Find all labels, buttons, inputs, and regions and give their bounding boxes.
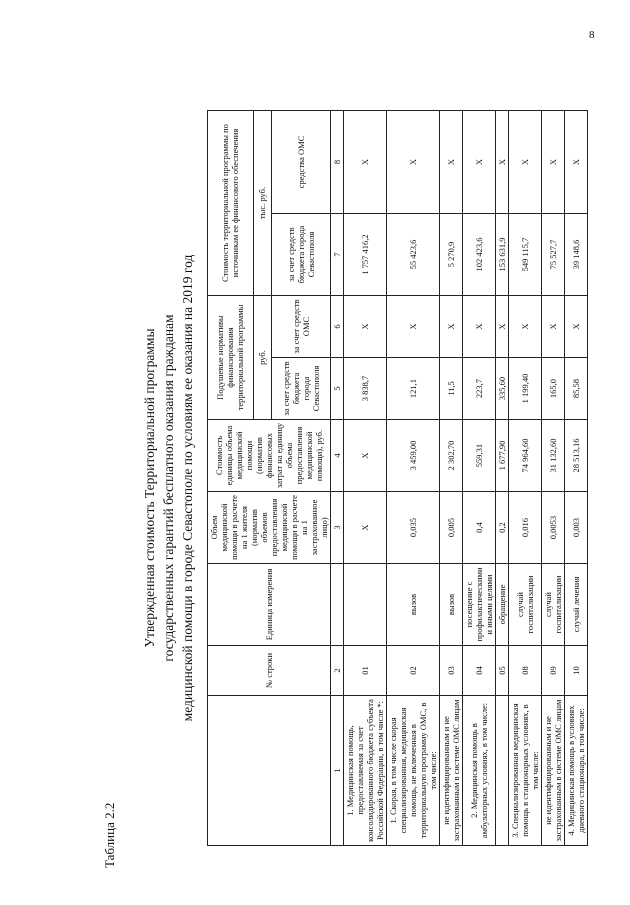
per-capita-oms-cell: X [565,296,588,358]
per-capita-oms-cell: X [542,296,565,358]
per-capita-budget-cell: 11,5 [440,358,463,420]
row-unit: обращение [496,564,509,646]
row-name [496,696,509,846]
column-number: 3 [331,492,344,564]
per-capita-budget-cell: 335,60 [496,358,509,420]
cost-budget-cell: 39 148,6 [565,214,588,296]
table-row [440,110,463,845]
column-number: 4 [331,420,344,492]
cost-table [207,110,588,846]
header-row [208,110,254,845]
row-number: 01 [344,646,387,696]
column-number: 8 [331,110,344,213]
row-number: 10 [565,646,588,696]
per-capita-oms-cell: X [463,296,496,358]
row-unit: случай лечения [565,564,588,646]
column-number [331,564,344,646]
per-capita-oms-cell: X [344,296,387,358]
per-capita-oms-cell: X [496,296,509,358]
row-unit: случай госпитализации [509,564,542,646]
header-cost-budget: за счет средств бюджета города Севастополя [271,214,330,296]
row-name: 1. Медицинская помощь, предоставляемая за счет консолидированного бюджета субъекта Российской Федерации, в том числе *: [344,696,387,846]
table-row [463,110,496,845]
header-cost-unit: тыс. руб. [253,110,271,295]
cost-budget-cell: 1 757 416,2 [344,214,387,296]
row-number: 02 [387,646,440,696]
row-name: 4. Медицинская помощь в условиях дневного стационара, в том числе: [565,696,588,846]
header-per-capita-oms: за счет средств ОМС [271,296,330,358]
header-volume: Объем медицинской помощи в расчете на 1 жителя (норматив объемов предоставления медицинской помощи в расчете на 1 застрахованное лицо) [208,492,331,564]
table-title [140,108,197,868]
volume-cell: 0,003 [565,492,588,564]
unit-cost-cell: 1 677,90 [496,420,509,492]
per-capita-oms-cell: X [509,296,542,358]
per-capita-oms-cell: X [387,296,440,358]
volume-cell: X [344,492,387,564]
per-capita-budget-cell: 223,7 [463,358,496,420]
volume-cell: 0,035 [387,492,440,564]
row-number: 04 [463,646,496,696]
row-unit: вызов [440,564,463,646]
row-unit: вызов [387,564,440,646]
cost-budget-cell: 153 631,9 [496,214,509,296]
rotated-page-content [102,108,622,868]
unit-cost-cell: 31 132,60 [542,420,565,492]
table-row [387,110,440,845]
title-line: Утвержденная стоимость Территориальной программы [142,328,157,648]
per-capita-oms-cell: X [440,296,463,358]
per-capita-budget-cell: 1 199,40 [509,358,542,420]
table-row [565,110,588,845]
unit-cost-cell: X [344,420,387,492]
row-name: 3. Специализированная медицинская помощь в стационарных условиях, в том числе: [509,696,542,846]
unit-cost-cell: 3 459,00 [387,420,440,492]
cost-oms-cell: X [344,110,387,213]
title-line: государственных гарантий бесплатного оказания гражданам [161,314,176,662]
volume-cell: 0,4 [463,492,496,564]
cost-oms-cell: X [496,110,509,213]
header-row-no: № строки [208,646,331,696]
row-name: 1. Скорая, в том числе скорая специализированная, медицинская помощь, не включенная в территориальную программу ОМС, в том числе: [387,696,440,846]
row-name: 2. Медицинская помощь в амбулаторных условиях, в том числе: [463,696,496,846]
row-unit: случай госпитализации [542,564,565,646]
cost-oms-cell: X [509,110,542,213]
table-row [509,110,542,845]
row-unit [344,564,387,646]
unit-cost-cell: 2 302,70 [440,420,463,492]
table-body [344,110,588,845]
column-number: 7 [331,214,344,296]
volume-cell: 0,005 [440,492,463,564]
cost-oms-cell: X [542,110,565,213]
cost-budget-cell: 55 423,6 [387,214,440,296]
header-unit-cost: Стоимость единицы объема медицинской помощи (норматив финансовых затрат на единицу объема предоставления медицинской помощи), руб. [208,420,331,492]
cost-oms-cell: X [440,110,463,213]
column-number-row [331,110,344,845]
row-unit: посещение с профилактическими и иными целями [463,564,496,646]
row-number: 09 [542,646,565,696]
unit-cost-cell: 28 513,16 [565,420,588,492]
table-row [542,110,565,845]
title-line: медицинской помощи в городе Севастополе по условиям ее оказания на 2019 год [180,254,195,722]
cost-oms-cell: X [565,110,588,213]
cost-oms-cell: X [463,110,496,213]
header-unit: Единица измерения [208,564,331,646]
header-cost: Стоимость территориальной программы по источникам ее финансового обеспечения [208,110,254,295]
unit-cost-cell: 559,31 [463,420,496,492]
header-per-capita: Подушевые нормативы финансирования территориальной программы [208,296,254,420]
cost-budget-cell: 549 115,7 [509,214,542,296]
row-name: не идентифицированным и не застрахованным в системе ОМС лицам [440,696,463,846]
column-number: 2 [331,646,344,696]
row-name: не идентифицированным и не застрахованным в системе ОМС лицам [542,696,565,846]
column-number: 1 [331,696,344,846]
row-number: 08 [509,646,542,696]
table-row [344,110,387,845]
volume-cell: 0,2 [496,492,509,564]
header-cost-oms: средства ОМС [271,110,330,213]
header-per-capita-budget: за счет средств бюджета города Севастополя [271,358,330,420]
page-number: 8 [589,29,595,41]
table-label: Таблица 2.2 [102,802,117,868]
per-capita-budget-cell: 121,1 [387,358,440,420]
row-number: 03 [440,646,463,696]
table-row [496,110,509,845]
per-capita-budget-cell: 3 838,7 [344,358,387,420]
cost-budget-cell: 5 270,9 [440,214,463,296]
header-name [208,696,331,846]
row-number: 05 [496,646,509,696]
per-capita-budget-cell: 165,0 [542,358,565,420]
per-capita-budget-cell: 85,58 [565,358,588,420]
volume-cell: 0,0053 [542,492,565,564]
column-number: 5 [331,358,344,420]
cost-budget-cell: 75 527,7 [542,214,565,296]
cost-budget-cell: 102 423,6 [463,214,496,296]
cost-oms-cell: X [387,110,440,213]
header-per-capita-unit: руб. [253,296,271,420]
volume-cell: 0,016 [509,492,542,564]
column-number: 6 [331,296,344,358]
unit-cost-cell: 74 964,60 [509,420,542,492]
